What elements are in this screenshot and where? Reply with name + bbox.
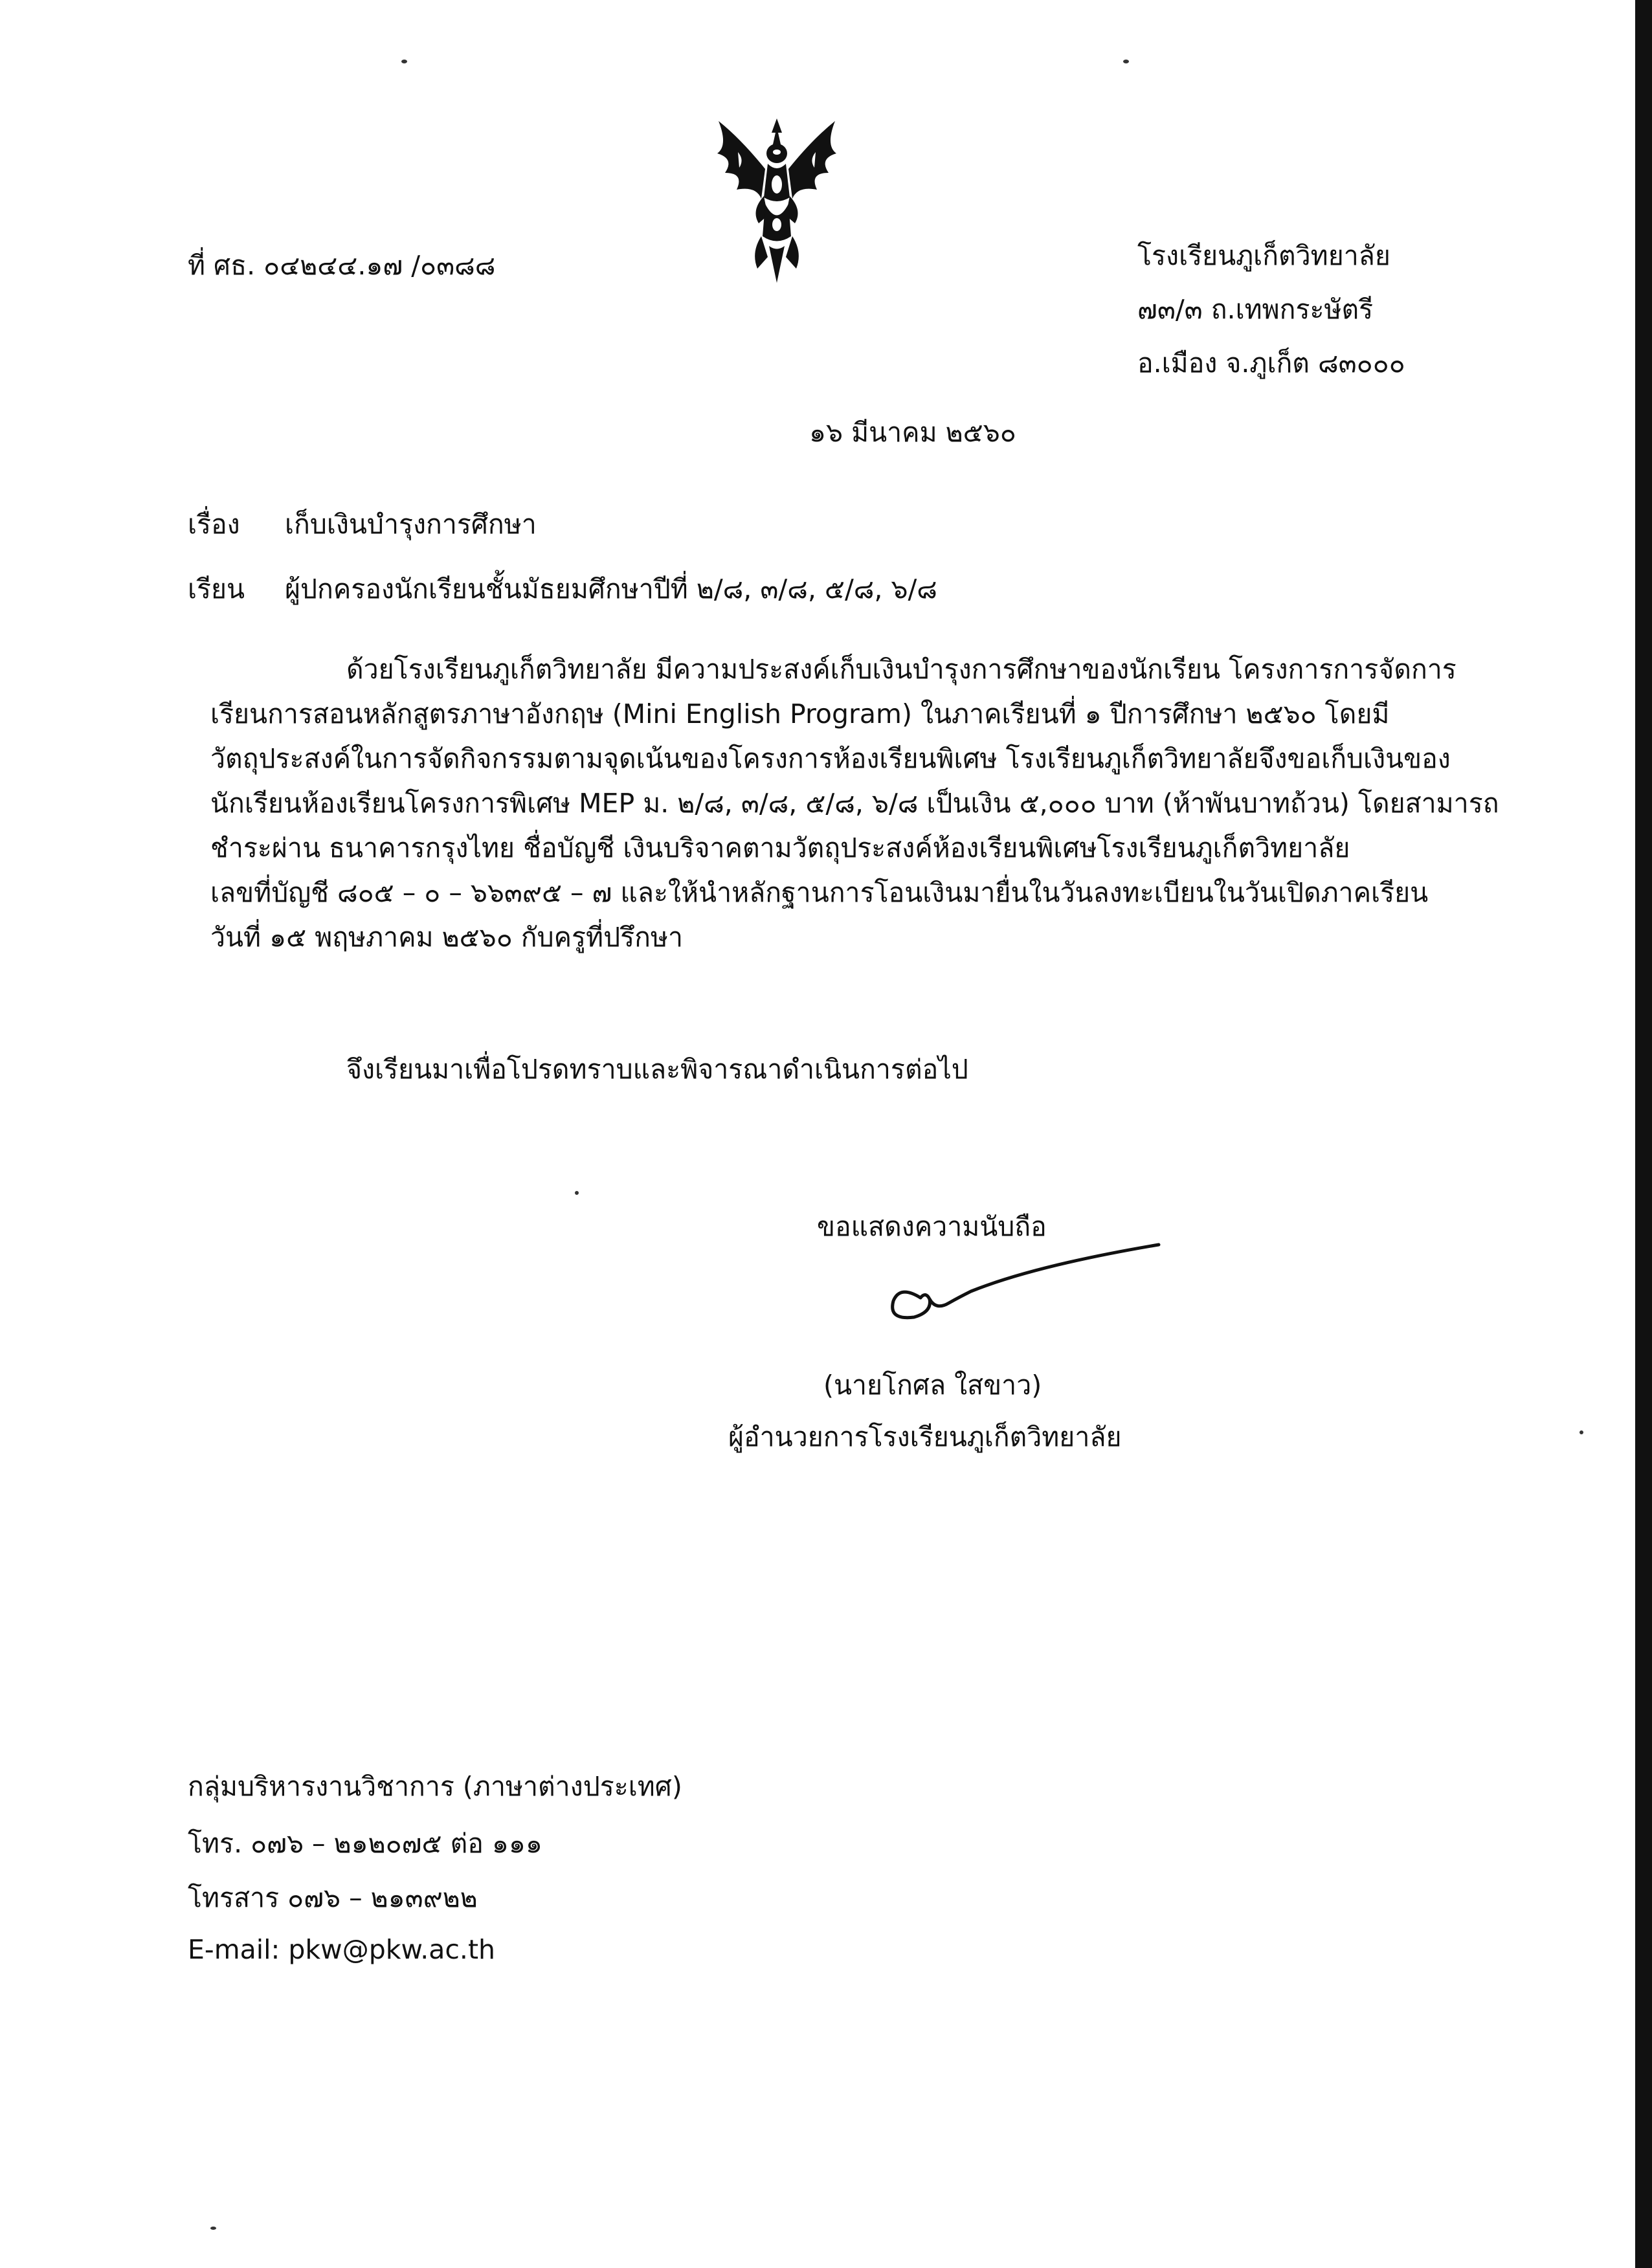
body-line: นักเรียนห้องเรียนโครงการพิเศษ MEP ม. ๒/๘, ๓/๘, ๕/๘, ๖/๘ เป็นเงิน ๕,๐๐๐ บาท (ห้าพันบาทถ้วน) โดยสามารถ — [210, 788, 1499, 819]
scan-speck — [1123, 60, 1129, 63]
signer-name: (นายโกศล ใสขาว) — [823, 1370, 1042, 1401]
handwritten-signature — [874, 1227, 1165, 1330]
body-line: เลขที่บัญชี ๘๐๕ – ๐ – ๖๖๓๙๕ – ๗ และให้นำหลักฐานการโอนเงินมายื่นในวันลงทะเบียนในวันเปิดภาคเรียน — [210, 877, 1429, 908]
letter-body — [210, 647, 1499, 960]
school-address-line1: ๗๓/๓ ถ.เทพกระษัตรี — [1137, 294, 1374, 325]
scan-speck — [1579, 1430, 1583, 1434]
footer-phone: โทร. ๐๗๖ – ๒๑๒๐๗๕ ต่อ ๑๑๑ — [188, 1828, 542, 1859]
scan-edge — [1635, 0, 1652, 2268]
body-line: เรียนการสอนหลักสูตรภาษาอังกฤษ (Mini English Program) ในภาคเรียนที่ ๑ ปีการศึกษา ๒๕๖๐ โดยมี — [210, 698, 1390, 729]
footer-department: กลุ่มบริหารงานวิชาการ (ภาษาต่างประเทศ) — [188, 1771, 682, 1802]
scan-speck — [575, 1191, 579, 1195]
letter-date: ๑๖ มีนาคม ๒๕๖๐ — [809, 417, 1016, 448]
signer-title: ผู้อำนวยการโรงเรียนภูเก็ตวิทยาลัย — [728, 1421, 1122, 1452]
garuda-emblem-icon — [706, 113, 848, 288]
closing-sentence: จึงเรียนมาเพื่อโปรดทราบและพิจารณาดำเนินการต่อไป — [346, 1054, 968, 1085]
salutation: ขอแสดงความนับถือ — [817, 1211, 1047, 1242]
scan-speck — [210, 2227, 216, 2230]
body-line: ด้วยโรงเรียนภูเก็ตวิทยาลัย มีความประสงค์เก็บเงินบำรุงการศึกษาของนักเรียน โครงการการจัดการ — [346, 654, 1457, 685]
footer-email: E-mail: pkw@pkw.ac.th — [188, 1934, 496, 1965]
body-line: ชำระผ่าน ธนาคารกรุงไทย ชื่อบัญชี เงินบริจาคตามวัตถุประสงค์ห้องเรียนพิเศษโรงเรียนภูเก็ตวิทยาลัย — [210, 832, 1350, 863]
footer-fax: โทรสาร ๐๗๖ – ๒๑๓๙๒๒ — [188, 1882, 478, 1913]
scan-speck — [401, 60, 407, 63]
body-line: วัตถุประสงค์ในการจัดกิจกรรมตามจุดเน้นของโครงการห้องเรียนพิเศษ โรงเรียนภูเก็ตวิทยาลัยจึงขอเก็บเงินของ — [210, 743, 1451, 774]
school-address-line2: อ.เมือง จ.ภูเก็ต ๘๓๐๐๐ — [1137, 348, 1405, 379]
recipient-label: เรียน — [188, 573, 245, 605]
school-name: โรงเรียนภูเก็ตวิทยาลัย — [1137, 240, 1390, 271]
subject-value: เก็บเงินบำรุงการศึกษา — [285, 509, 537, 540]
reference-number: ที่ ศธ. ๐๔๒๔๔.๑๗ /๐๓๘๘ — [188, 250, 496, 281]
body-line: วันที่ ๑๕ พฤษภาคม ๒๕๖๐ กับครูที่ปรึกษา — [210, 922, 683, 953]
subject-label: เรื่อง — [188, 509, 240, 540]
recipient-value: ผู้ปกครองนักเรียนชั้นมัธยมศึกษาปีที่ ๒/๘, ๓/๘, ๕/๘, ๖/๘ — [285, 573, 937, 605]
